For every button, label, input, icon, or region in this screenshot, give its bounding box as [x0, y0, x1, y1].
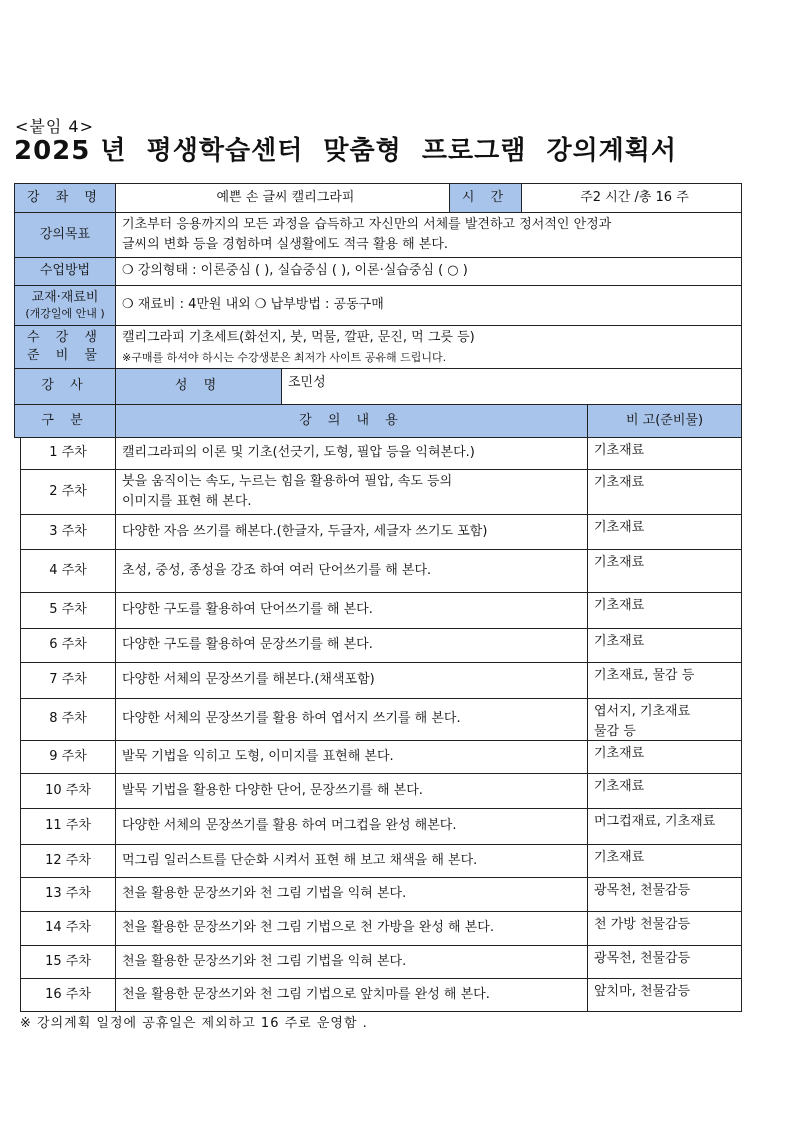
note-cell — [587, 877, 742, 912]
fee-label-line-2: (개강일에 안내 ) — [25, 306, 105, 320]
content-line: 발묵 기법을 익히고 도형, 이미지를 표현해 본다. — [122, 748, 394, 764]
time-value: 주2 시간 /총 16 주 — [521, 183, 742, 213]
content-cell — [115, 662, 588, 699]
content-cell — [115, 945, 588, 979]
prep-value — [115, 325, 742, 369]
content-line: 다양한 서체의 문장쓰기를 활용 하여 엽서지 쓰기를 해 본다. — [122, 711, 461, 727]
content-cell — [115, 437, 588, 470]
week-cell: 11 주차 — [20, 808, 116, 845]
note-cell — [587, 469, 742, 515]
note-cell — [587, 773, 742, 809]
note-cell — [587, 628, 742, 663]
content-cell — [115, 592, 588, 629]
note-line-2: 물감 등 — [594, 724, 636, 740]
note-line: 엽서지, 기초재료 — [594, 704, 691, 719]
content-cell — [115, 514, 588, 550]
method-value: ❍ 강의형태 : 이론중심 ( ), 실습중심 ( ), 이론·실습중심 ( ○ ) — [115, 257, 742, 286]
content-cell — [115, 469, 588, 515]
content-cell — [115, 740, 588, 774]
content-line: 붓을 움직이는 속도, 누르는 힘을 활용하여 필압, 속도 등의 — [122, 473, 453, 489]
content-cell — [115, 911, 588, 946]
note-line: 기초재료 — [594, 634, 645, 649]
content-line-2: 이미지를 표현 해 본다. — [122, 494, 252, 509]
week-cell: 14 주차 — [20, 911, 116, 946]
week-cell: 5 주차 — [20, 592, 116, 629]
note-line: 기초재료 — [594, 850, 645, 865]
week-cell: 6 주차 — [20, 628, 116, 663]
goal-line-1: 기초부터 응용까지의 모든 과정을 습득하고 자신만의 서체를 발견하고 정서적인 안정과 — [122, 216, 612, 232]
content-cell — [115, 549, 588, 593]
content-line: 다양한 구도를 활용하여 단어쓰기를 해 본다. — [122, 602, 373, 618]
note-cell — [587, 698, 742, 741]
prep-line-2: ※구매를 하셔야 하시는 수강생분은 최저가 사이트 공유해 드립니다. — [122, 350, 447, 364]
course-name: 예쁜 손 글씨 캘리그라피 — [115, 183, 450, 213]
note-line: 머그컵재료, 기초재료 — [594, 814, 716, 829]
course-label: 강 좌 명 — [14, 183, 116, 213]
fee-label — [14, 285, 116, 326]
note-cell — [587, 592, 742, 629]
note-line: 앞치마, 천물감등 — [594, 984, 691, 999]
content-line: 발묵 기법을 활용한 다양한 단어, 문장쓰기를 해 본다. — [122, 782, 423, 798]
note-cell — [587, 844, 742, 878]
note-cell — [587, 911, 742, 946]
col-week-header: 구 분 — [14, 404, 116, 438]
content-line: 다양한 구도를 활용하여 문장쓰기를 해 본다. — [122, 637, 373, 653]
week-cell: 13 주차 — [20, 877, 116, 912]
note-line: 기초재료 — [594, 779, 645, 794]
content-line: 천을 활용한 문장쓰기와 천 그림 기법으로 앞치마를 완성 해 본다. — [122, 986, 490, 1002]
content-cell — [115, 808, 588, 845]
content-line: 먹그림 일러스트를 단순화 시켜서 표현 해 보고 채색을 해 본다. — [122, 852, 478, 868]
instructor-label: 강 사 — [14, 368, 116, 405]
week-cell: 3 주차 — [20, 514, 116, 550]
prep-label-line-2: 준 비 물 — [27, 348, 103, 363]
prep-label-line-1: 수 강 생 — [27, 330, 103, 346]
content-line: 천을 활용한 문장쓰기와 천 그림 기법을 익혀 본다. — [122, 886, 407, 902]
content-line: 다양한 서체의 문장쓰기를 활용 하여 머그컵을 완성 해본다. — [122, 818, 457, 834]
note-line: 기초재료 — [594, 475, 645, 490]
col-note-header: 비 고(준비물) — [587, 404, 742, 438]
note-cell — [587, 808, 742, 845]
week-cell: 15 주차 — [20, 945, 116, 979]
content-line: 천을 활용한 문장쓰기와 천 그림 기법을 익혀 본다. — [122, 953, 407, 969]
note-line: 기초재료, 물감 등 — [594, 668, 695, 683]
note-line: 광목천, 천물감등 — [594, 951, 691, 966]
content-line: 다양한 자음 쓰기를 해본다.(한글자, 두글자, 세글자 쓰기도 포함) — [122, 523, 488, 539]
col-content-header: 강 의 내 용 — [115, 404, 588, 438]
note-line: 기초재료 — [594, 520, 645, 535]
footer-note: ※ 강의계획 일정에 공휴일은 제외하고 16 주로 운영함 . — [20, 1016, 368, 1031]
note-cell — [587, 437, 742, 470]
content-cell — [115, 628, 588, 663]
note-line: 기초재료 — [594, 443, 645, 458]
note-cell — [587, 662, 742, 699]
content-line: 초성, 중성, 종성을 강조 하여 여러 단어쓰기를 해 본다. — [122, 562, 432, 578]
note-cell — [587, 740, 742, 774]
week-cell: 16 주차 — [20, 978, 116, 1012]
week-cell: 1 주차 — [20, 437, 116, 470]
content-cell — [115, 698, 588, 741]
content-cell — [115, 978, 588, 1012]
name-label: 성 명 — [115, 368, 282, 405]
note-line: 기초재료 — [594, 598, 645, 613]
attachment-label: <붙임 4> — [15, 117, 94, 136]
note-cell — [587, 514, 742, 550]
note-line: 광목천, 천물감등 — [594, 883, 691, 898]
note-cell — [587, 549, 742, 593]
week-cell: 8 주차 — [20, 698, 116, 741]
content-cell — [115, 877, 588, 912]
week-cell: 7 주차 — [20, 662, 116, 699]
note-cell — [587, 945, 742, 979]
fee-label-line-1: 교재·재료비 — [31, 289, 99, 305]
note-cell — [587, 978, 742, 1012]
instructor-name: 조민성 — [281, 368, 742, 405]
week-cell: 12 주차 — [20, 844, 116, 878]
week-cell: 9 주차 — [20, 740, 116, 774]
prep-line-1: 캘리그라피 기초세트(화선지, 붓, 먹물, 깔판, 문진, 먹 그릇 등) — [122, 330, 475, 346]
week-cell: 10 주차 — [20, 773, 116, 809]
goal-line-2: 글씨의 변화 등을 경험하며 실생활에도 적극 활용 해 본다. — [122, 237, 449, 252]
content-line: 다양한 서체의 문장쓰기를 해본다.(채색포함) — [122, 672, 375, 688]
content-line: 캘리그라피의 이론 및 기초(선긋기, 도형, 필압 등을 익혀본다.) — [122, 445, 475, 461]
note-line: 기초재료 — [594, 746, 645, 761]
content-line: 천을 활용한 문장쓰기와 천 그림 기법으로 천 가방을 완성 해 본다. — [122, 920, 494, 936]
content-cell — [115, 844, 588, 878]
goal-label: 강의목표 — [14, 212, 116, 258]
time-label: 시 간 — [449, 183, 522, 213]
note-line: 천 가방 천물감등 — [594, 917, 691, 932]
prep-label — [14, 325, 116, 369]
method-label: 수업방법 — [14, 257, 116, 286]
week-cell: 4 주차 — [20, 549, 116, 593]
content-cell — [115, 773, 588, 809]
note-line: 기초재료 — [594, 555, 645, 570]
document-title: 2025 년 평생학습센터 맞춤형 프로그램 강의계획서 — [14, 136, 678, 166]
goal-value — [115, 212, 742, 258]
fee-value: ❍ 재료비 : 4만원 내외 ❍ 납부방법 : 공동구매 — [115, 285, 742, 326]
week-cell: 2 주차 — [20, 469, 116, 515]
